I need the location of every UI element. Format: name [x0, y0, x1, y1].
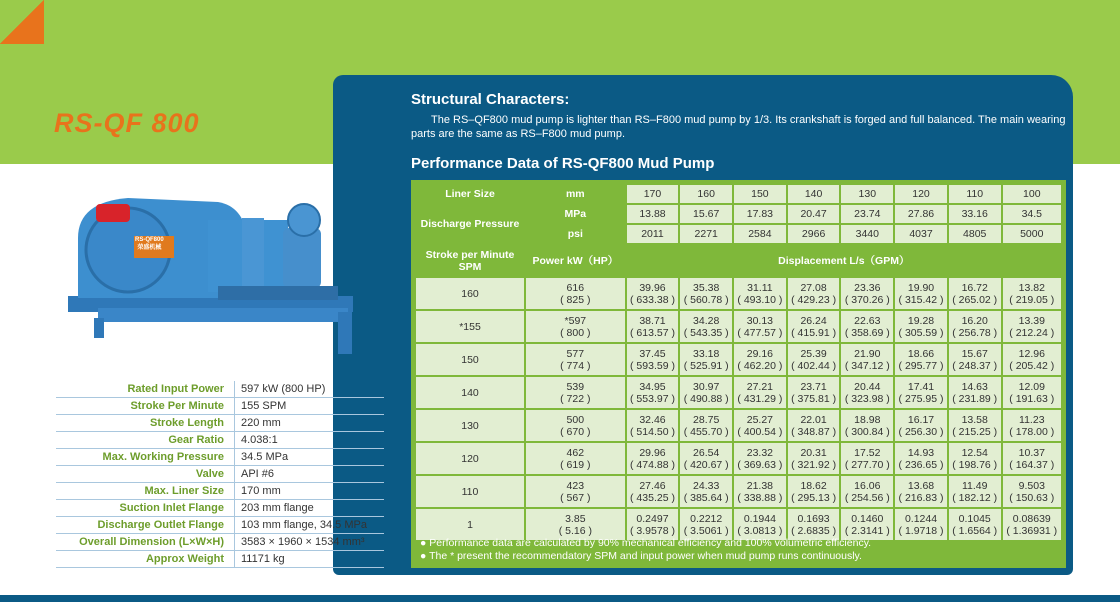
spec-row: Overall Dimension (L×W×H) 3583 × 1960 × 1534 mm³ [56, 534, 384, 551]
pump-nameplate: RS-QF800 荣盛机械 [135, 237, 164, 251]
displacement-cell: 26.54 ( 420.67 ) [680, 443, 732, 474]
subheader-row [416, 245, 1061, 276]
spec-row: Rated Input Power 597 kW (800 HP) [56, 381, 384, 398]
psi-cell: 2011 [627, 225, 679, 243]
liner-size-label: Liner Size [416, 185, 524, 203]
displacement-cell: 12.54 ( 198.76 ) [949, 443, 1001, 474]
displacement-cell: 27.08 ( 429.23 ) [788, 278, 840, 309]
spm-cell: 120 [416, 443, 524, 474]
displacement-row [416, 377, 1061, 408]
mpa-row [416, 205, 1061, 223]
power-cell: 423 ( 567 ) [526, 476, 625, 507]
spec-row: Suction Inlet Flange 203 mm flange [56, 500, 384, 517]
psi-cell: 2966 [788, 225, 840, 243]
spec-row: Gear Ratio 4.038:1 [56, 432, 384, 449]
spm-cell: 160 [416, 278, 524, 309]
displacement-cell: 21.38 ( 338.88 ) [734, 476, 786, 507]
discharge-pressure-label: Discharge Pressure [416, 205, 524, 243]
displacement-cell: 26.24 ( 415.91 ) [788, 311, 840, 342]
displacement-cell: 10.37 ( 164.37 ) [1003, 443, 1061, 474]
displacement-row [416, 443, 1061, 474]
displacement-cell: 14.93 ( 236.65 ) [895, 443, 947, 474]
power-cell: *597 ( 800 ) [526, 311, 625, 342]
displacement-cell: 22.63 ( 358.69 ) [841, 311, 893, 342]
displacement-cell: 28.75 ( 455.70 ) [680, 410, 732, 441]
mpa-cell: 17.83 [734, 205, 786, 223]
displacement-cell: 13.68 ( 216.83 ) [895, 476, 947, 507]
spec-row: Valve API #6 [56, 466, 384, 483]
displacement-cell: 12.96 ( 205.42 ) [1003, 344, 1061, 375]
mpa-unit: MPa [526, 205, 625, 223]
liner-size-cell: 160 [680, 185, 732, 203]
displacement-cell: 18.62 ( 295.13 ) [788, 476, 840, 507]
displacement-cell: 31.11 ( 493.10 ) [734, 278, 786, 309]
displacement-cell: 15.67 ( 248.37 ) [949, 344, 1001, 375]
displacement-cell: 23.32 ( 369.63 ) [734, 443, 786, 474]
note-item: ● Performance data are calculated by 90% mechanical efficiency and 100% volumetric efficiency. [420, 537, 872, 549]
power-cell: 500 ( 670 ) [526, 410, 625, 441]
spm-cell: 150 [416, 344, 524, 375]
spm-label: Stroke per Minute SPM [416, 245, 524, 276]
displacement-cell: 25.39 ( 402.44 ) [788, 344, 840, 375]
liner-unit: mm [526, 185, 625, 203]
psi-cell: 5000 [1003, 225, 1061, 243]
power-cell: 539 ( 722 ) [526, 377, 625, 408]
displacement-cell: 23.36 ( 370.26 ) [841, 278, 893, 309]
displacement-cell: 30.97 ( 490.88 ) [680, 377, 732, 408]
displacement-cell: 18.98 ( 300.84 ) [841, 410, 893, 441]
displacement-cell: 17.41 ( 275.95 ) [895, 377, 947, 408]
liner-size-row [416, 185, 1061, 203]
spec-row: Max. Liner Size 170 mm [56, 483, 384, 500]
mpa-cell: 20.47 [788, 205, 840, 223]
structural-text: The RS–QF800 mud pump is lighter than RS–F800 mud pump by 1/3. Its crankshaft is forged and full balanced. The main wearing parts are the same as RS–F800 mud pump. [411, 114, 1066, 140]
displacement-cell: 16.72 ( 265.02 ) [949, 278, 1001, 309]
displacement-cell: 0.2212 ( 3.5061 ) [680, 509, 732, 540]
power-cell: 462 ( 619 ) [526, 443, 625, 474]
displacement-cell: 30.13 ( 477.57 ) [734, 311, 786, 342]
structural-title: Structural Characters: [411, 91, 570, 108]
performance-table-wrap [411, 180, 1066, 568]
displacement-cell: 11.23 ( 178.00 ) [1003, 410, 1061, 441]
performance-table [414, 183, 1063, 542]
power-label: Power kW（HP） [526, 245, 625, 276]
mud-pump-illustration [58, 178, 358, 360]
displacement-cell: 14.63 ( 231.89 ) [949, 377, 1001, 408]
spm-cell: 140 [416, 377, 524, 408]
displacement-cell: 12.09 ( 191.63 ) [1003, 377, 1061, 408]
psi-unit: psi [526, 225, 625, 243]
table-notes [420, 537, 871, 563]
liner-size-cell: 140 [788, 185, 840, 203]
liner-size-cell: 110 [949, 185, 1001, 203]
displacement-cell: 16.06 ( 254.56 ) [841, 476, 893, 507]
displacement-cell: 13.58 ( 215.25 ) [949, 410, 1001, 441]
displacement-cell: 0.08639 ( 1.36931 ) [1003, 509, 1061, 540]
displacement-row [416, 278, 1061, 309]
displacement-cell: 23.71 ( 375.81 ) [788, 377, 840, 408]
spec-table [56, 381, 384, 568]
spm-cell: 110 [416, 476, 524, 507]
note-item: ● The * present the recommendatory SPM and input power when mud pump runs continuously. [420, 550, 862, 562]
displacement-cell: 38.71 ( 613.57 ) [627, 311, 679, 342]
displacement-cell: 9.503 ( 150.63 ) [1003, 476, 1061, 507]
spm-cell: *155 [416, 311, 524, 342]
displacement-cell: 39.96 ( 633.38 ) [627, 278, 679, 309]
displacement-cell: 13.82 ( 219.05 ) [1003, 278, 1061, 309]
spec-row: Max. Working Pressure 34.5 MPa [56, 449, 384, 466]
displacement-cell: 33.18 ( 525.91 ) [680, 344, 732, 375]
psi-cell: 3440 [841, 225, 893, 243]
displacement-cell: 16.20 ( 256.78 ) [949, 311, 1001, 342]
spm-cell: 1 [416, 509, 524, 540]
displacement-cell: 0.1460 ( 2.3141 ) [841, 509, 893, 540]
displacement-cell: 24.33 ( 385.64 ) [680, 476, 732, 507]
psi-cell: 2271 [680, 225, 732, 243]
displacement-cell: 0.1045 ( 1.6564 ) [949, 509, 1001, 540]
spec-row: Stroke Per Minute 155 SPM [56, 398, 384, 415]
displacement-label: Displacement L/s（GPM） [627, 245, 1061, 276]
mpa-cell: 23.74 [841, 205, 893, 223]
power-cell: 577 ( 774 ) [526, 344, 625, 375]
displacement-cell: 25.27 ( 400.54 ) [734, 410, 786, 441]
displacement-cell: 16.17 ( 256.30 ) [895, 410, 947, 441]
displacement-cell: 20.31 ( 321.92 ) [788, 443, 840, 474]
displacement-cell: 37.45 ( 593.59 ) [627, 344, 679, 375]
displacement-cell: 20.44 ( 323.98 ) [841, 377, 893, 408]
mpa-cell: 33.16 [949, 205, 1001, 223]
power-cell: 616 ( 825 ) [526, 278, 625, 309]
displacement-cell: 27.46 ( 435.25 ) [627, 476, 679, 507]
displacement-row [416, 509, 1061, 540]
spec-row: Stroke Length 220 mm [56, 415, 384, 432]
displacement-cell: 0.1693 ( 2.6835 ) [788, 509, 840, 540]
mpa-cell: 34.5 [1003, 205, 1061, 223]
displacement-cell: 34.28 ( 543.35 ) [680, 311, 732, 342]
model-title: RS-QF 800 [54, 108, 200, 138]
displacement-cell: 19.90 ( 315.42 ) [895, 278, 947, 309]
liner-size-cell: 120 [895, 185, 947, 203]
spec-row: Discharge Outlet Flange 103 mm flange, 34.5 MPa [56, 517, 384, 534]
displacement-cell: 0.1244 ( 1.9718 ) [895, 509, 947, 540]
displacement-cell: 17.52 ( 277.70 ) [841, 443, 893, 474]
displacement-cell: 29.96 ( 474.88 ) [627, 443, 679, 474]
liner-size-cell: 100 [1003, 185, 1061, 203]
displacement-cell: 0.2497 ( 3.9578 ) [627, 509, 679, 540]
displacement-cell: 18.66 ( 295.77 ) [895, 344, 947, 375]
mpa-cell: 13.88 [627, 205, 679, 223]
liner-size-cell: 170 [627, 185, 679, 203]
footer-bar [0, 595, 1120, 602]
displacement-cell: 13.39 ( 212.24 ) [1003, 311, 1061, 342]
psi-cell: 4805 [949, 225, 1001, 243]
displacement-cell: 11.49 ( 182.12 ) [949, 476, 1001, 507]
power-cell: 3.85 ( 5.16 ) [526, 509, 625, 540]
spec-row: Approx Weight 11171 kg [56, 551, 384, 568]
displacement-cell: 35.38 ( 560.78 ) [680, 278, 732, 309]
psi-cell: 4037 [895, 225, 947, 243]
displacement-row [416, 311, 1061, 342]
displacement-cell: 27.21 ( 431.29 ) [734, 377, 786, 408]
displacement-cell: 0.1944 ( 3.0813 ) [734, 509, 786, 540]
mpa-cell: 15.67 [680, 205, 732, 223]
displacement-cell: 22.01 ( 348.87 ) [788, 410, 840, 441]
displacement-row [416, 476, 1061, 507]
liner-size-cell: 130 [841, 185, 893, 203]
displacement-cell: 21.90 ( 347.12 ) [841, 344, 893, 375]
corner-triangle-decoration [0, 0, 44, 44]
mpa-cell: 27.86 [895, 205, 947, 223]
displacement-cell: 32.46 ( 514.50 ) [627, 410, 679, 441]
performance-title: Performance Data of RS-QF800 Mud Pump [411, 155, 715, 172]
displacement-cell: 34.95 ( 553.97 ) [627, 377, 679, 408]
liner-size-cell: 150 [734, 185, 786, 203]
displacement-cell: 29.16 ( 462.20 ) [734, 344, 786, 375]
displacement-row [416, 410, 1061, 441]
psi-cell: 2584 [734, 225, 786, 243]
spm-cell: 130 [416, 410, 524, 441]
displacement-row [416, 344, 1061, 375]
displacement-cell: 19.28 ( 305.59 ) [895, 311, 947, 342]
